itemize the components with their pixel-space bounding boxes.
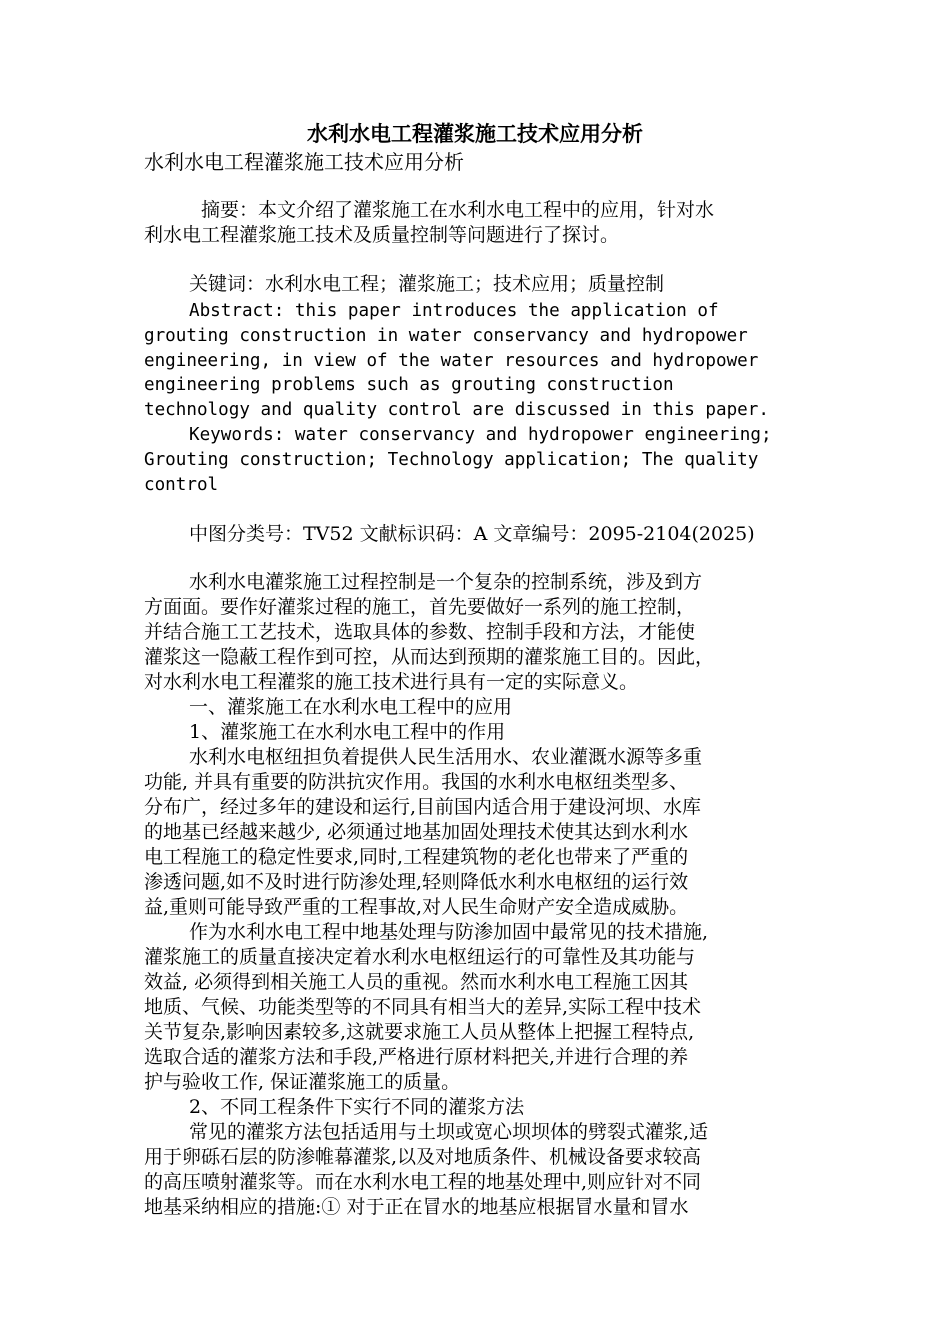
body-line: 并结合施工工艺技术，选取具体的参数、控制手段和方法，才能使 <box>144 621 696 643</box>
subsection-heading: 1、灌浆施工在水利水电工程中的作用 <box>189 721 506 743</box>
subsection-heading: 2、不同工程条件下实行不同的灌浆方法 <box>189 1096 525 1118</box>
body-line: 水利水电灌浆施工过程控制是一个复杂的控制系统，涉及到方 <box>189 571 703 593</box>
body-line: 灌浆施工的质量直接决定着水利水电枢纽运行的可靠性及其功能与 <box>144 946 696 968</box>
classification-text: 中图分类号：TV52 文献标识码：A 文章编号：2095-2104(2025) <box>189 523 755 545</box>
body-line: 益,重则可能导致严重的工程事故,对人民生命财产安全造成威胁。 <box>144 896 689 918</box>
abstract-en-line: technology and quality control are discussed in this paper. <box>144 400 769 421</box>
body-line: 效益, 必须得到相关施工人员的重视。然而水利水电工程施工因其 <box>144 971 689 993</box>
abstract-en-line: engineering problems such as grouting construction <box>144 375 674 396</box>
abstract-en <box>144 299 814 423</box>
body-line: 关节复杂,影响因素较多,这就要求施工人员从整体上把握工程特点, <box>144 1021 695 1043</box>
body-line: 地基采纳相应的措施:① 对于正在冒水的地基应根据冒水量和冒水 <box>144 1196 689 1218</box>
body-line: 的地基已经越来越少, 必须通过地基加固处理技术使其达到水利水 <box>144 821 689 843</box>
body-line: 作为水利水电工程中地基处理与防渗加固中最常见的技术措施, <box>189 921 709 943</box>
abstract-en-line: grouting construction in water conservancy and hydropower <box>144 325 748 346</box>
classification-line <box>144 522 824 547</box>
body-line: 渗透问题,如不及时进行防渗处理,轻则降低水利水电枢纽的运行效 <box>144 871 689 893</box>
abstract-en-line: engineering, in view of the water resources and hydropower <box>144 350 759 371</box>
abstract-cn <box>144 198 808 248</box>
section-heading: 一、灌浆施工在水利水电工程中的应用 <box>189 696 513 718</box>
keywords-cn <box>144 272 808 297</box>
body-line: 地质、气候、功能类型等的不同具有相当大的差异,实际工程中技术 <box>144 996 702 1018</box>
keywords-en <box>144 423 814 497</box>
body-text <box>144 570 808 1220</box>
keywords-en-line: Grouting construction; Technology application; The quality <box>144 449 759 470</box>
keywords-en-line: control <box>144 474 219 495</box>
abstract-cn-line: 利水电工程灌浆施工技术及质量控制等问题进行了探讨。 <box>144 224 620 246</box>
body-line: 选取合适的灌浆方法和手段,严格进行原材料把关,并进行合理的养 <box>144 1046 689 1068</box>
abstract-en-line: Abstract: this paper introduces the application of <box>189 301 719 321</box>
body-line: 的高压喷射灌浆等。而在水利水电工程的地基处理中,则应针对不同 <box>144 1171 702 1193</box>
body-line: 电工程施工的稳定性要求,同时,工程建筑物的老化也带来了严重的 <box>144 846 689 868</box>
body-line: 常见的灌浆方法包括适用与土坝或宽心坝坝体的劈裂式灌浆,适 <box>189 1121 709 1143</box>
body-line: 用于卵砾石层的防渗帷幕灌浆,以及对地质条件、机械设备要求较高 <box>144 1146 702 1168</box>
keywords-cn-text: 关键词：水利水电工程；灌浆施工；技术应用；质量控制 <box>189 273 665 295</box>
abstract-cn-line: 摘要：本文介绍了灌浆施工在水利水电工程中的应用，针对水 <box>201 199 715 221</box>
body-line: 方面面。要作好灌浆过程的施工，首先要做好一系列的施工控制， <box>144 596 696 618</box>
document-subtitle: 水利水电工程灌浆施工技术应用分析 <box>144 150 464 174</box>
body-line: 功能, 并具有重要的防洪抗灾作用。我国的水利水电枢纽类型多、 <box>144 771 689 793</box>
body-line: 水利水电枢纽担负着提供人民生活用水、农业灌溉水源等多重 <box>189 746 703 768</box>
body-line: 护与验收工作, 保证灌浆施工的质量。 <box>144 1071 461 1093</box>
body-line: 分布广，经过多年的建设和运行,目前国内适合用于建设河坝、水库 <box>144 796 702 818</box>
body-line: 对水利水电工程灌浆的施工技术进行具有一定的实际意义。 <box>144 671 639 693</box>
document-title: 水利水电工程灌浆施工技术应用分析 <box>307 122 643 146</box>
body-line: 灌浆这一隐蔽工程作到可控，从而达到预期的灌浆施工目的。因此， <box>144 646 715 668</box>
keywords-en-line: Keywords: water conservancy and hydropower engineering; <box>189 425 772 445</box>
